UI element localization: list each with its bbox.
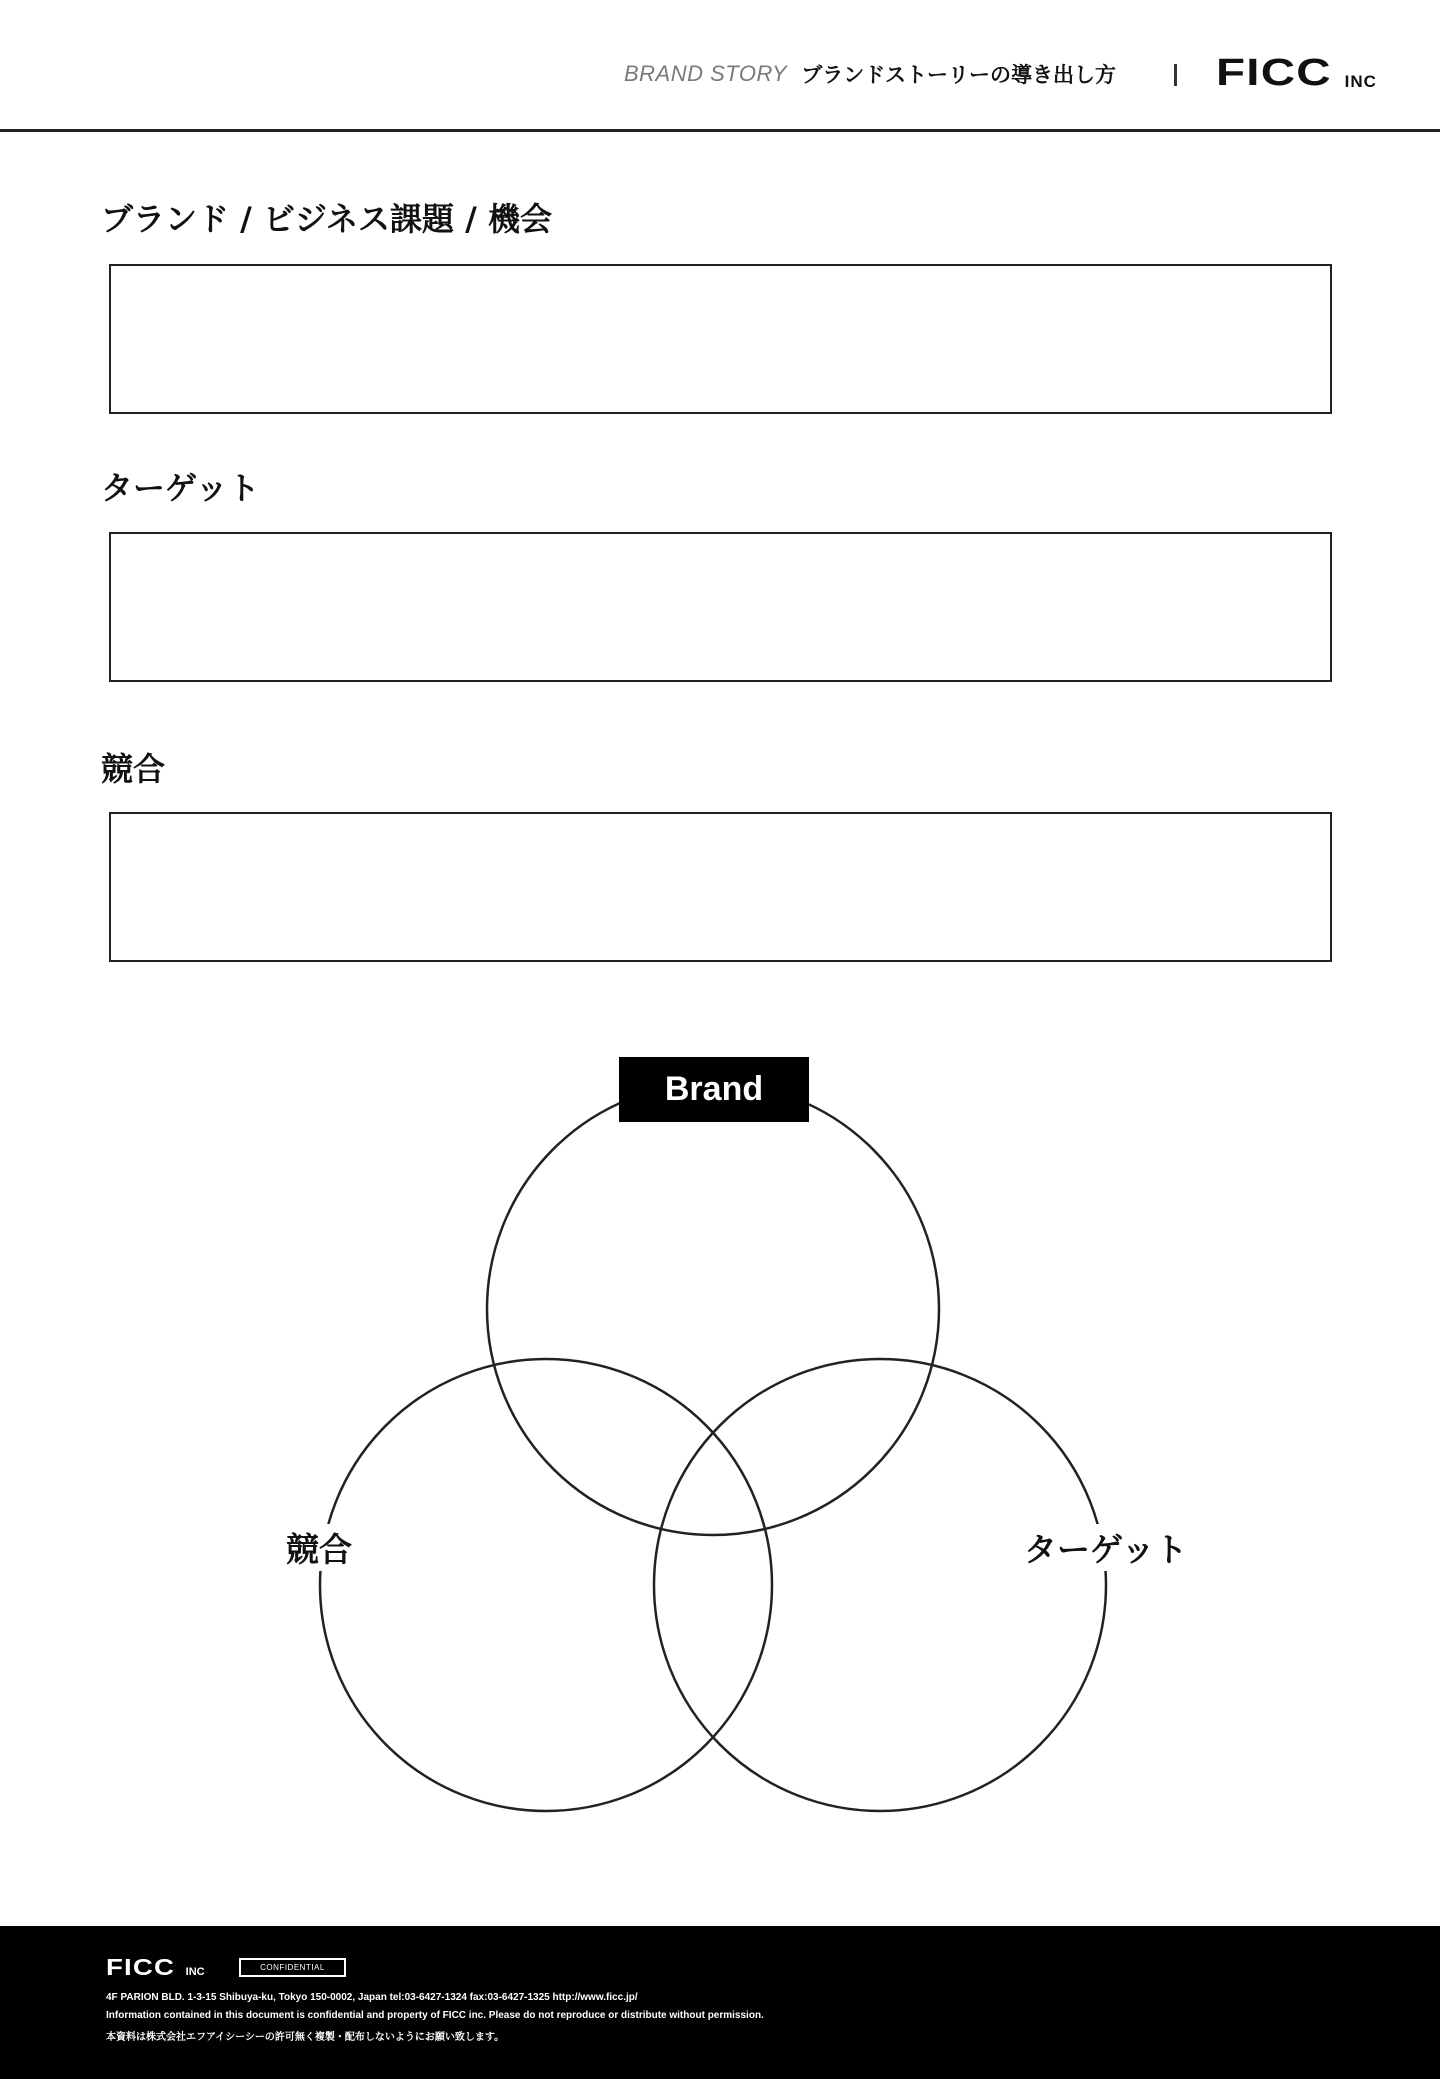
section-label-brand-business: ブランド / ビジネス課題 / 機会 [101, 200, 552, 238]
logo-main-text: FICC [1216, 52, 1332, 94]
page-footer [0, 1926, 1440, 2079]
footer-logo-sub: INC [185, 1966, 205, 1978]
venn-label-brand: Brand [619, 1057, 809, 1122]
header-title-jp: ブランドストーリーの導き出し方 [801, 63, 1116, 87]
footer-logo [106, 1956, 205, 1979]
footer-address: 4F PARION BLD. 1-3-15 Shibuya-ku, Tokyo 150-0002, Japan tel:03-6427-1324 fax:03-6427-1325 http://www.ficc.jp/ [106, 1992, 638, 2003]
venn-circle-brand [487, 1083, 939, 1535]
venn-label-target: ターゲット [1020, 1524, 1192, 1571]
footer-notice-jp: 本資料は株式会社エフアイシーシーの許可無く複製・配布しないようにお願い致します。 [106, 2032, 505, 2043]
venn-circle-target [654, 1359, 1106, 1811]
footer-notice-en: Information contained in this document is confidential and property of FICC inc. Please do not reproduce or distribute without permission. [106, 2010, 764, 2021]
header-title-en: BRAND STORY [624, 61, 788, 86]
section-label-target: ターゲット [101, 469, 260, 507]
venn-label-competitor: 競合 [282, 1524, 356, 1571]
venn-circle-competitor [320, 1359, 772, 1811]
confidential-badge: CONFIDENTIAL [239, 1958, 346, 1977]
logo-sub-text: INC [1344, 72, 1377, 91]
footer-logo-main: FICC [106, 1954, 176, 1980]
section-label-competitor: 競合 [101, 750, 166, 788]
